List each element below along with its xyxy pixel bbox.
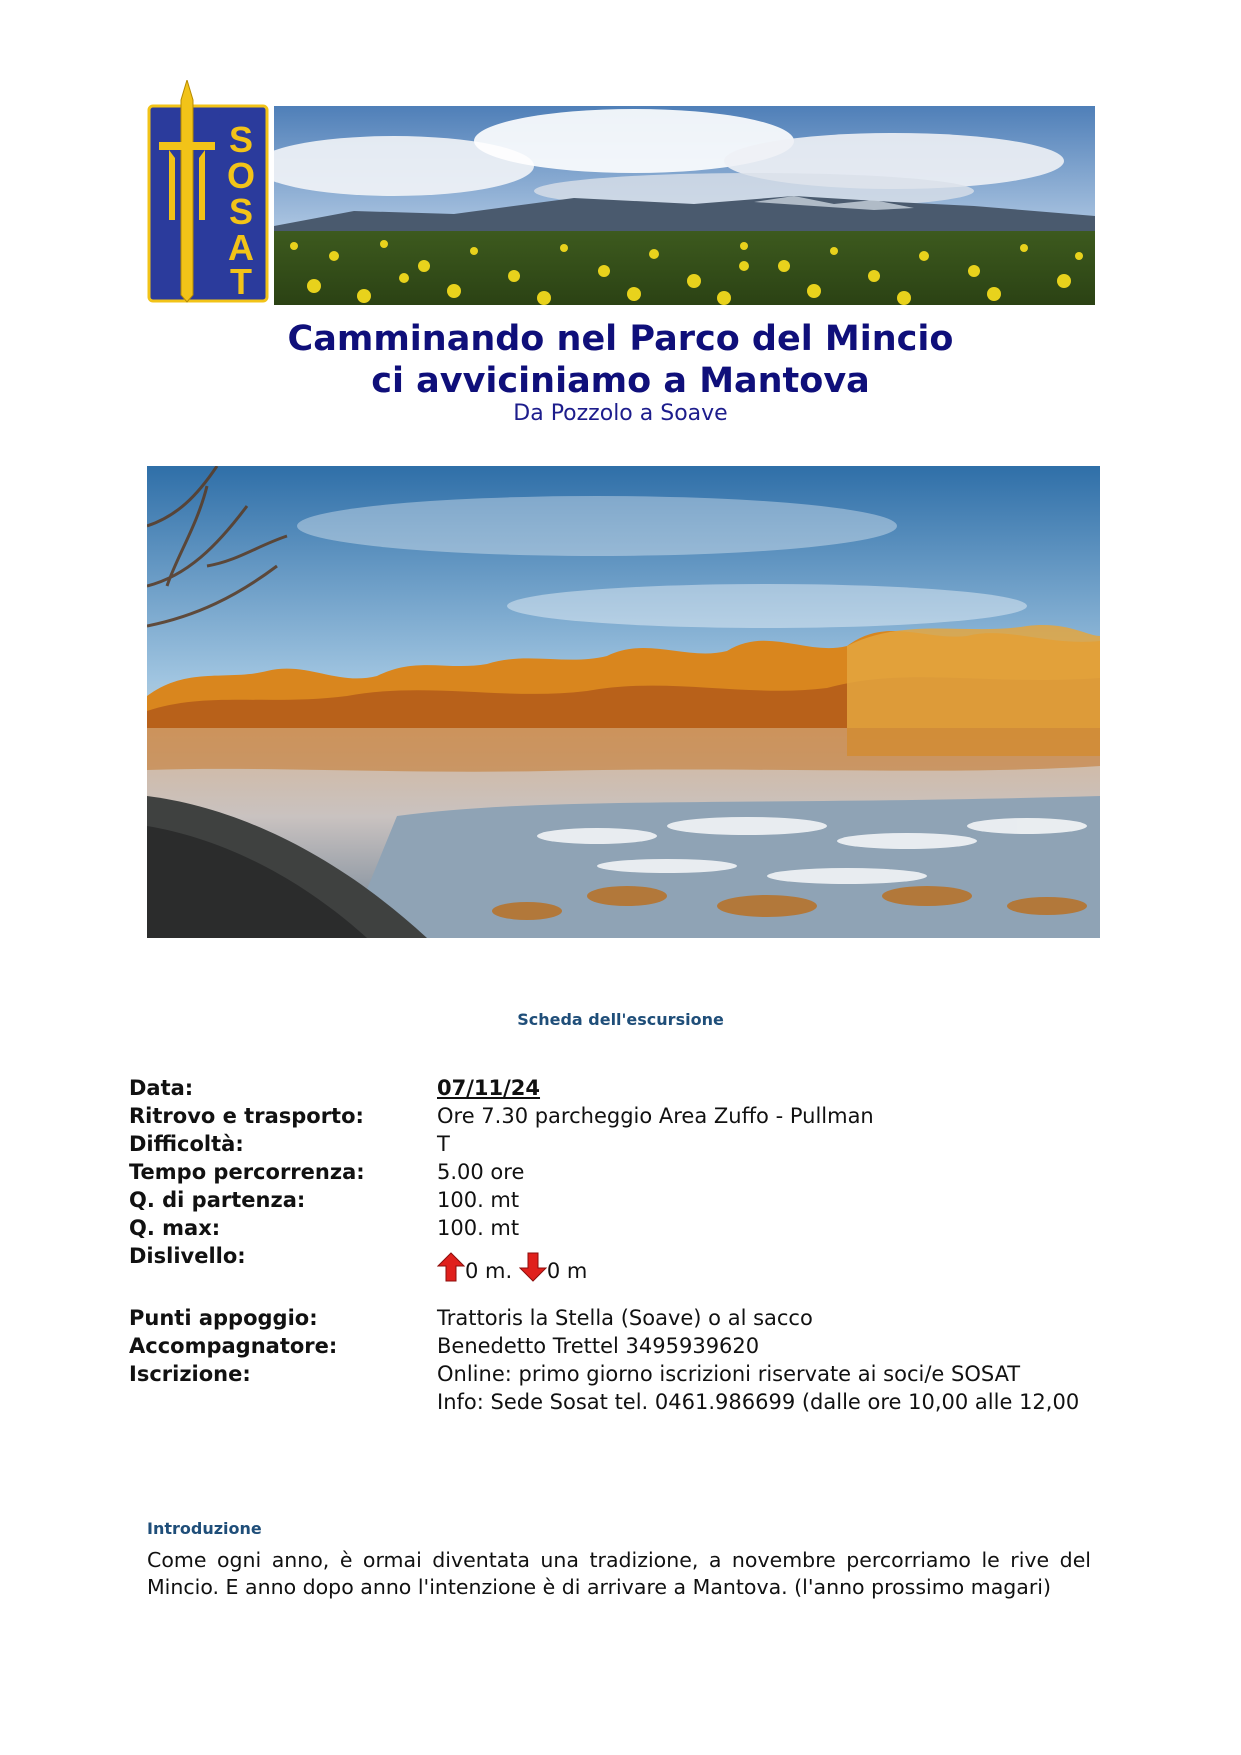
- ritrovo-value: Ore 7.30 parcheggio Area Zuffo - Pullman: [437, 1104, 874, 1128]
- page-subtitle: Da Pozzolo a Soave: [513, 401, 728, 426]
- title-line-1: Camminando nel Parco del Mincio: [287, 319, 954, 359]
- difficolta-label: Difficoltà:: [129, 1132, 244, 1156]
- section-heading: Scheda dell'escursione: [517, 1010, 724, 1029]
- max-label: Q. max:: [129, 1216, 221, 1240]
- header-banner-image: [274, 106, 1095, 305]
- dislivello-up-value: 0 m.: [465, 1259, 513, 1283]
- dislivello-down-value: 0 m: [546, 1259, 588, 1283]
- iscrizione-value-1: Online: primo giorno iscrizioni riservate ai soci/e SOSAT: [437, 1362, 1021, 1386]
- title-line-2: ci avviciniamo a Mantova: [371, 361, 870, 401]
- data-value: 07/11/24: [437, 1076, 541, 1100]
- arrow-up-icon: [437, 1252, 465, 1282]
- intro-text: Come ogni anno, è ormai diventata una tradizione, a novembre percorriamo le rive del Mincio. E anno dopo anno l'intenzione è di arrivare a Mantova. (l'anno prossimo magari): [147, 1548, 1091, 1599]
- partenza-value: 100. mt: [437, 1188, 520, 1212]
- river-photo: [147, 466, 1100, 938]
- ritrovo-label: Ritrovo e trasporto:: [129, 1104, 364, 1128]
- appoggio-label: Punti appoggio:: [129, 1306, 318, 1330]
- max-value: 100. mt: [437, 1216, 520, 1240]
- logo-letter: O: [226, 155, 256, 196]
- iscrizione-label: Iscrizione:: [129, 1362, 251, 1386]
- page-title: [0, 318, 1241, 402]
- tempo-label: Tempo percorrenza:: [129, 1160, 365, 1184]
- appoggio-value: Trattoris la Stella (Soave) o al sacco: [437, 1306, 813, 1330]
- data-label: Data:: [129, 1076, 194, 1100]
- difficolta-value: T: [437, 1132, 450, 1156]
- dislivello-value: [437, 1252, 587, 1283]
- accompagnatore-value: Benedetto Trettel 3495939620: [437, 1334, 760, 1358]
- tempo-value: 5.00 ore: [437, 1160, 525, 1184]
- logo-letter: A: [228, 227, 254, 268]
- intro-heading: Introduzione: [147, 1519, 262, 1538]
- accompagnatore-label: Accompagnatore:: [129, 1334, 338, 1358]
- partenza-label: Q. di partenza:: [129, 1188, 306, 1212]
- dislivello-label: Dislivello:: [129, 1244, 246, 1268]
- logo-letter: S: [228, 119, 254, 160]
- logo-letter: S: [228, 191, 254, 232]
- iscrizione-value-2: Info: Sede Sosat tel. 0461.986699 (dalle ore 10,00 alle 12,00: [437, 1390, 1080, 1414]
- logo-letter: T: [230, 261, 252, 302]
- sosat-logo: [147, 80, 269, 303]
- arrow-down-icon: [519, 1252, 547, 1282]
